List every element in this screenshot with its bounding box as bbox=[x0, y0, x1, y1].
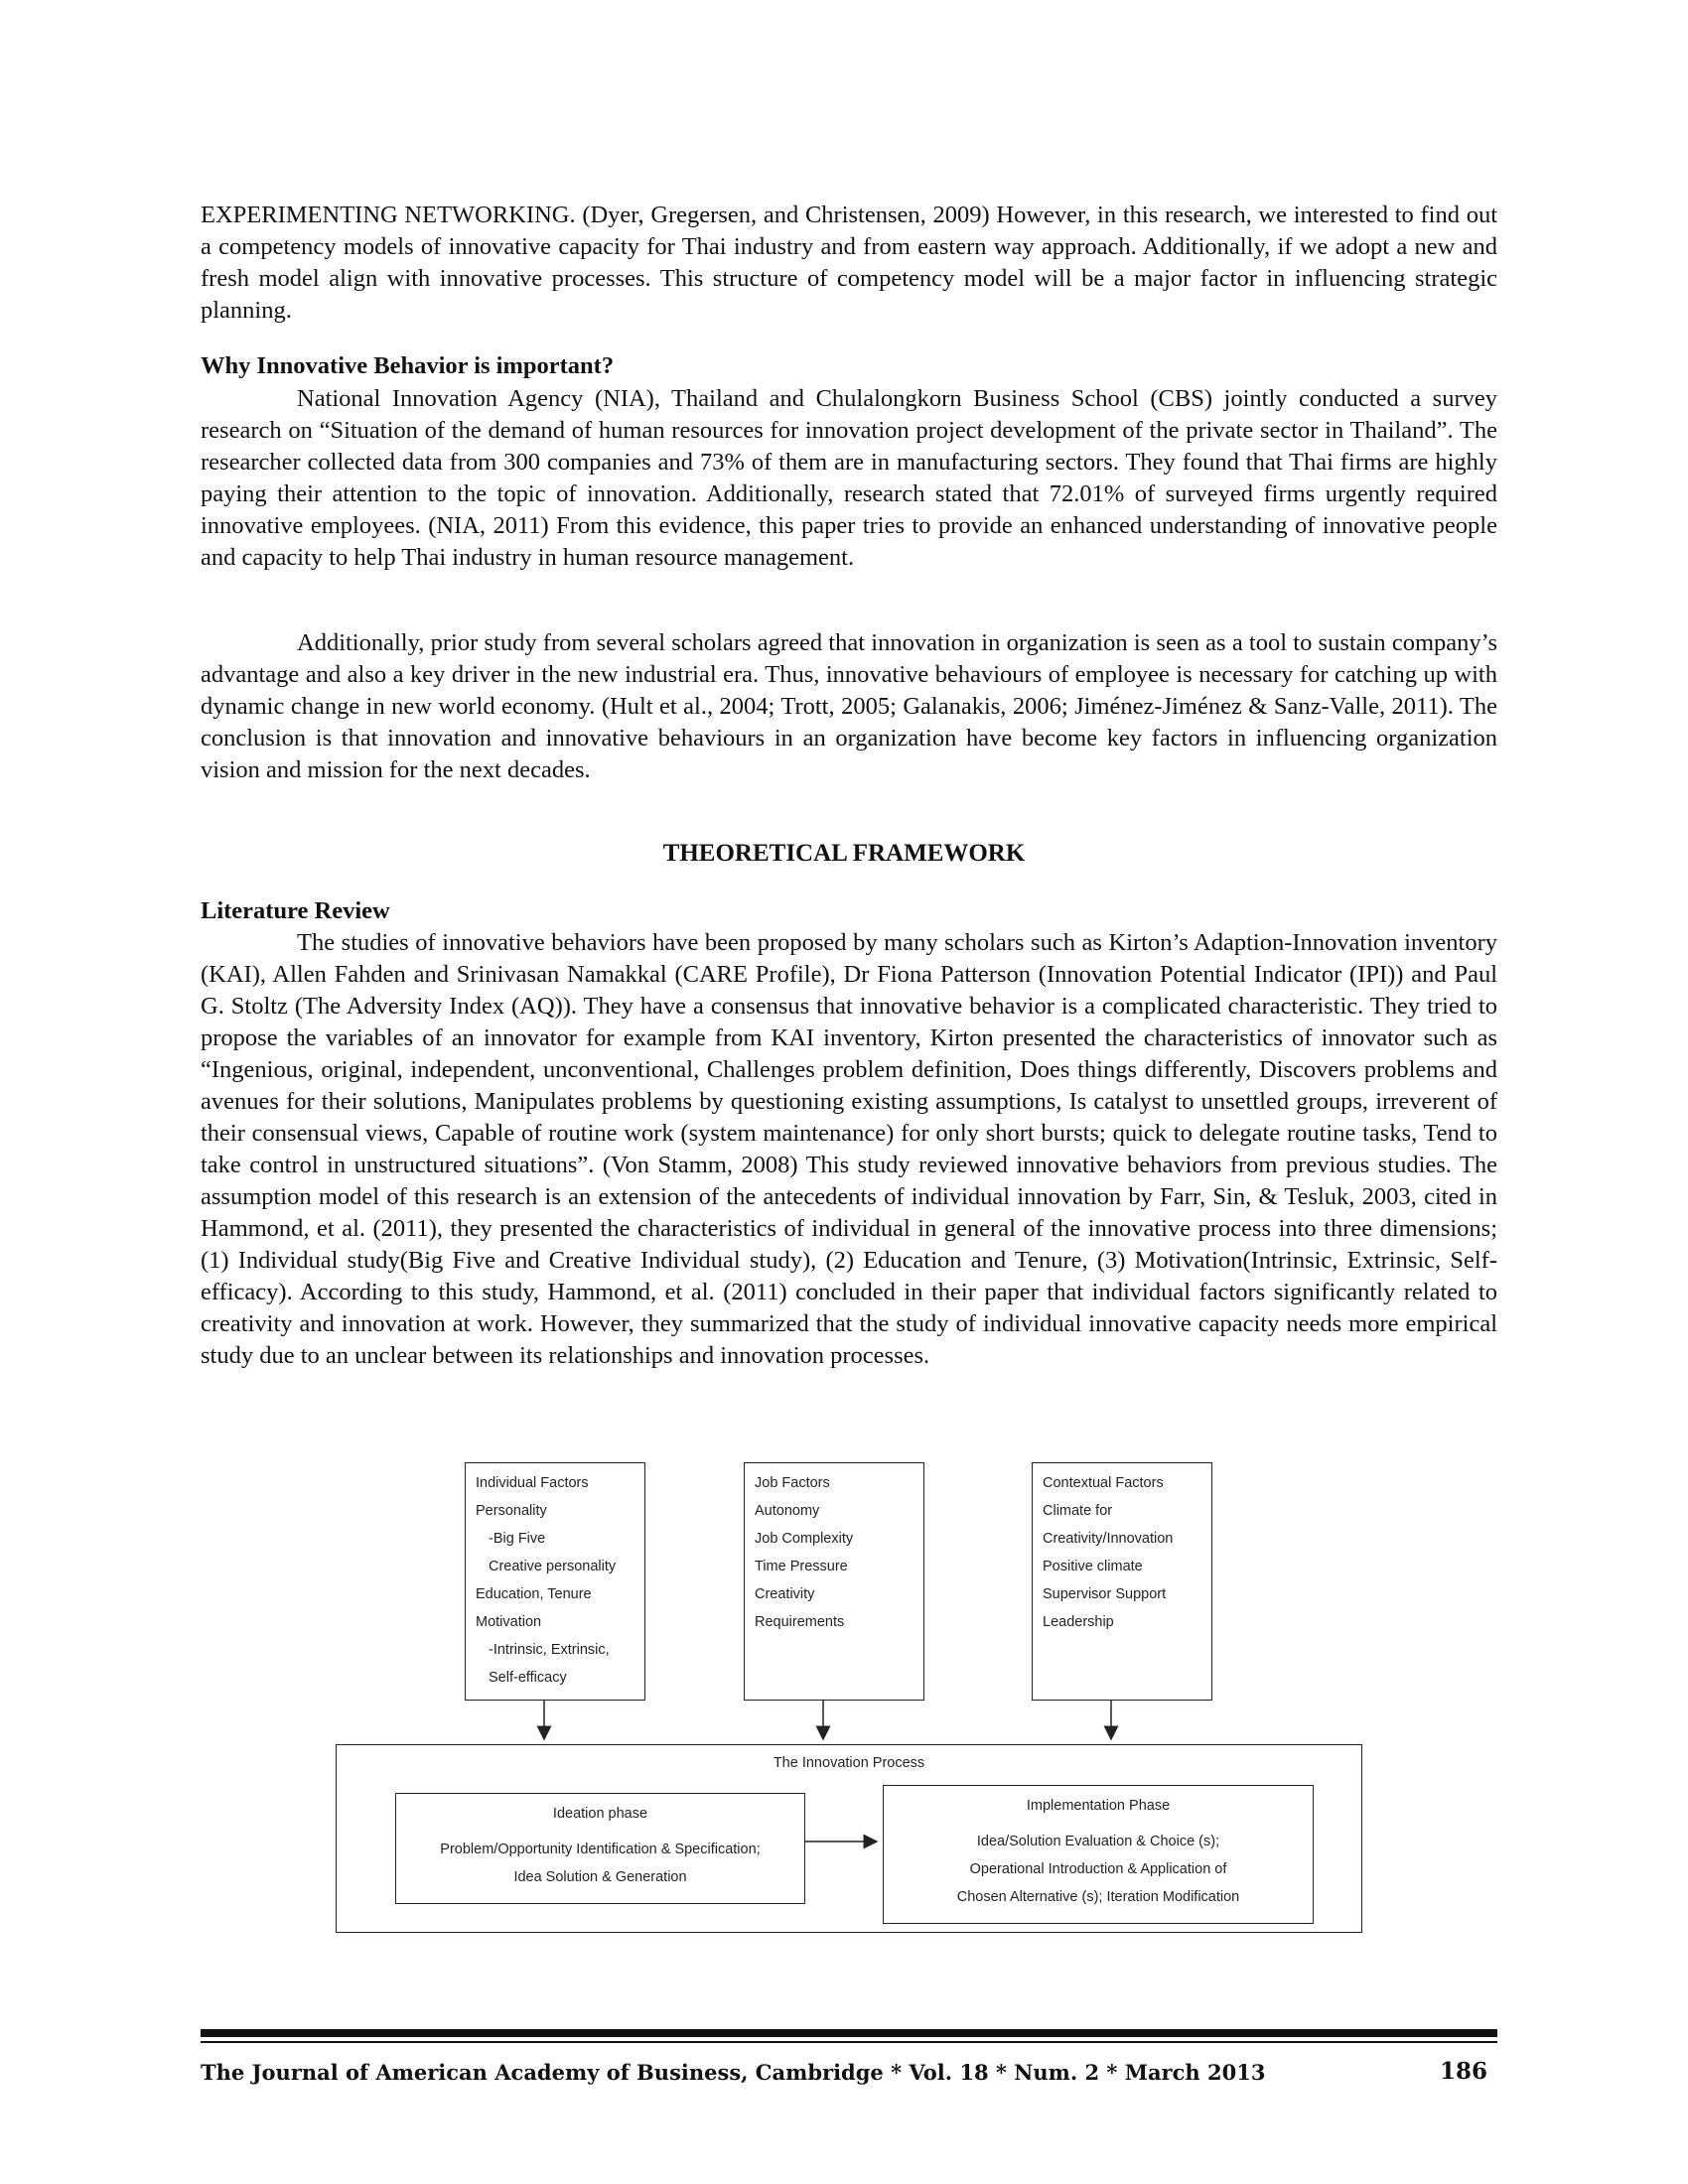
section-title: THEORETICAL FRAMEWORK bbox=[662, 840, 1026, 867]
box-line: Time Pressure bbox=[755, 1559, 848, 1574]
box-line: Creativity bbox=[755, 1586, 815, 1602]
implementation-line: Idea/Solution Evaluation & Choice (s); bbox=[976, 1834, 1220, 1849]
footer-rule-thick bbox=[201, 2029, 1497, 2037]
ideation-title: Ideation phase bbox=[552, 1806, 648, 1822]
implementation-line: Operational Introduction & Application of bbox=[969, 1861, 1227, 1877]
heading-literature-review: Literature Review bbox=[201, 897, 390, 924]
ideation-phase-box bbox=[395, 1793, 805, 1904]
page-number: 186 bbox=[1440, 2058, 1488, 2085]
paragraph-intro-text: EXPERIMENTING NETWORKING. (Dyer, Gregersen, and Christensen, 2009) However, in this research, we interested to find out a competency models of innovative capacity for Thai industry and from eastern way approach. Additionally, if we adopt a new and fresh model align with innovative processes. This structure of competency model will be a major factor in influencing strategic planning. bbox=[201, 202, 1497, 324]
box-line: Positive climate bbox=[1043, 1559, 1143, 1574]
box-title: Individual Factors bbox=[476, 1475, 589, 1491]
implementation-phase-box bbox=[883, 1785, 1314, 1924]
footer-journal-citation: The Journal of American Academy of Business, Cambridge * Vol. 18 * Num. 2 * March 2013 bbox=[201, 2060, 1266, 2085]
box-line: Self-efficacy bbox=[489, 1670, 567, 1686]
paragraph-nia-text: National Innovation Agency (NIA), Thailand and Chulalongkorn Business School (CBS) jointly conducted a survey research on “Situation of the demand of human resources for innovation project development of the private sector in Thailand”. The researcher collected data from 300 companies and 73% of them are in manufacturing sectors. They found that Thai firms are highly paying their attention to the topic of innovation. Additionally, research stated that 72.01% of surveyed firms urgently required innovative employees. (NIA, 2011) From this evidence, this paper tries to provide an enhanced understanding of innovative people and capacity to help Thai industry in human resource management. bbox=[201, 385, 1497, 571]
ideation-line: Idea Solution & Generation bbox=[513, 1869, 687, 1885]
paragraph-scholars-text: Additionally, prior study from several scholars agreed that innovation in organization is seen as a tool to sustain company’s advantage and also a key driver in the new industrial era. Thus, innovative behaviours of employee is necessary for catching up with dynamic change in new world economy. (Hult et al., 2004; Trott, 2005; Galanakis, 2006; Jiménez-Jiménez & Sanz-Valle, 2011). The conclusion is that innovation and innovative behaviours in an organization have become key factors in influencing organization vision and mission for the next decades. bbox=[201, 629, 1497, 783]
box-line: Climate for bbox=[1043, 1503, 1113, 1519]
box-line: -Big Five bbox=[489, 1531, 546, 1547]
implementation-title: Implementation Phase bbox=[1026, 1798, 1171, 1814]
box-line: -Intrinsic, Extrinsic, bbox=[489, 1642, 610, 1658]
box-line: Personality bbox=[476, 1503, 547, 1519]
paragraph-literature-text: The studies of innovative behaviors have been proposed by many scholars such as Kirton’s Adaption-Innovation inventory (KAI), Allen Fahden and Srinivasan Namakkal (CARE Profile), Dr Fiona Patterson (Innovation Potential Indicator (IPI)) and Paul G. Stoltz (The Adversity Index (AQ)). They have a consensus that innovative behavior is a complicated characteristic. They tried to propose the variables of an innovator for example from KAI inventory, Kirton presented the characteristics of innovator such as “Ingenious, original, independent, unconventional, Challenges problem definition, Does things differently, Discovers problems and avenues for their solutions, Manipulates problems by questioning existing assumptions, Is catalyst to unsettled groups, irreverent of their consensual views, Capable of routine work (system maintenance) for only short bursts; quick to delegate routine tasks, Tend to take control in unstructured situations”. (Von Stamm, 2008) This study reviewed innovative behaviors from previous studies. The assumption model of this research is an extension of the antecedents of individual innovation by Farr, Sin, & Tesluk, 2003, cited in Hammond, et al. (2011), they presented the characteristics of individual in general of the innovative process into three dimensions; (1) Individual study(Big Five and Creative Individual study), (2) Education and Tenure, (3) Motivation(Intrinsic, Extrinsic, Self-efficacy). According to this study, Hammond, et al. (2011) concluded in their paper that individual factors significantly related to creativity and innovation at work. However, they summarized that the study of individual innovative capacity needs more empirical study due to an unclear between its relationships and innovation processes. bbox=[201, 929, 1497, 1369]
box-line: Creative personality bbox=[489, 1559, 617, 1574]
box-line: Supervisor Support bbox=[1043, 1586, 1167, 1602]
box-line: Autonomy bbox=[755, 1503, 820, 1519]
process-title: The Innovation Process bbox=[773, 1755, 925, 1771]
box-line: Requirements bbox=[755, 1614, 845, 1630]
box-title: Contextual Factors bbox=[1043, 1475, 1164, 1491]
box-line: Education, Tenure bbox=[476, 1586, 592, 1602]
box-title: Job Factors bbox=[755, 1475, 830, 1491]
ideation-line: Problem/Opportunity Identification & Specification; bbox=[440, 1842, 761, 1857]
implementation-line: Chosen Alternative (s); Iteration Modification bbox=[956, 1889, 1240, 1905]
footer-rule-thin bbox=[201, 2041, 1497, 2043]
box-line: Creativity/Innovation bbox=[1043, 1531, 1174, 1547]
box-line: Motivation bbox=[476, 1614, 542, 1630]
box-line: Leadership bbox=[1043, 1614, 1114, 1630]
heading-why-innovative: Why Innovative Behavior is important? bbox=[201, 352, 615, 379]
box-line: Job Complexity bbox=[755, 1531, 854, 1547]
